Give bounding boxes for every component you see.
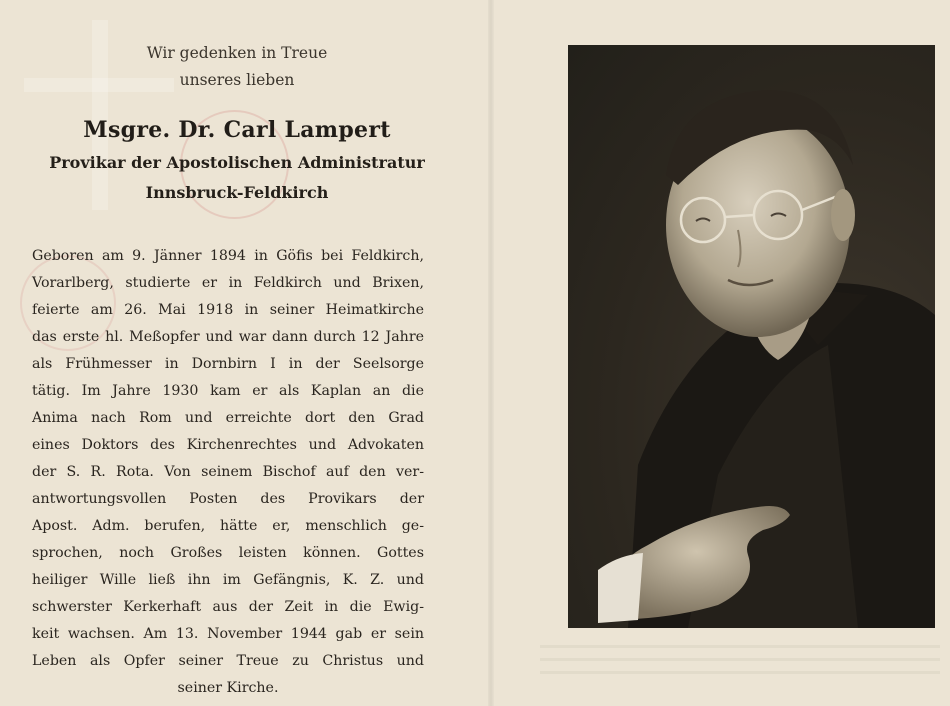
card-fold: [488, 0, 494, 706]
faded-bleed-through: [540, 635, 940, 695]
bio-line: Vorarlberg, studierte er in Feldkirch und Brixen,: [32, 275, 424, 291]
card-header: [30, 40, 444, 206]
bio-line: feierte am 26. Mai 1918 in seiner Heimatkirche: [32, 302, 424, 318]
bio-line: heiliger Wille ließ ihn im Gefängnis, K. Z. und: [32, 572, 424, 588]
bio-line: das erste hl. Meßopfer und war dann durch 12 Jahre: [32, 329, 424, 345]
deceased-name: Msgre. Dr. Carl Lampert: [83, 117, 391, 143]
deceased-place: Innsbruck-Feldkirch: [145, 183, 329, 202]
bio-line: der S. R. Rota. Von seinem Bischof auf den ver-: [32, 464, 424, 480]
intro-line-1: Wir gedenken in Treue: [146, 44, 328, 62]
bio-line: seiner Kirche.: [177, 680, 279, 696]
intro-line-2: unseres lieben: [179, 71, 295, 89]
bio-line: eines Doktors des Kirchenrechtes und Advokaten: [32, 437, 424, 453]
bio-line: Apost. Adm. berufen, hätte er, menschlich ge-: [32, 518, 424, 534]
bio-line: Anima nach Rom und erreichte dort den Grad: [32, 410, 424, 426]
bio-line: Geboren am 9. Jänner 1894 in Göfis bei Feldkirch,: [32, 248, 424, 264]
bio-line: als Frühmesser in Dornbirn I in der Seelsorge: [32, 356, 424, 372]
bio-line: antwortungsvollen Posten des Provikars der: [32, 491, 424, 507]
deceased-role: Provikar der Apostolischen Administratur: [49, 153, 425, 172]
bio-line: schwerster Kerkerhaft aus der Zeit in die Ewig-: [32, 599, 424, 615]
bio-line: keit wachsen. Am 13. November 1944 gab er sein: [32, 626, 424, 642]
portrait-photo: [568, 45, 935, 628]
biography: [32, 243, 424, 702]
portrait-illustration: [568, 45, 935, 628]
bio-line: Leben als Opfer seiner Treue zu Christus und: [32, 653, 424, 669]
bio-line: sprochen, noch Großes leisten können. Gottes: [32, 545, 424, 561]
bio-line: tätig. Im Jahre 1930 kam er als Kaplan an die: [32, 383, 424, 399]
